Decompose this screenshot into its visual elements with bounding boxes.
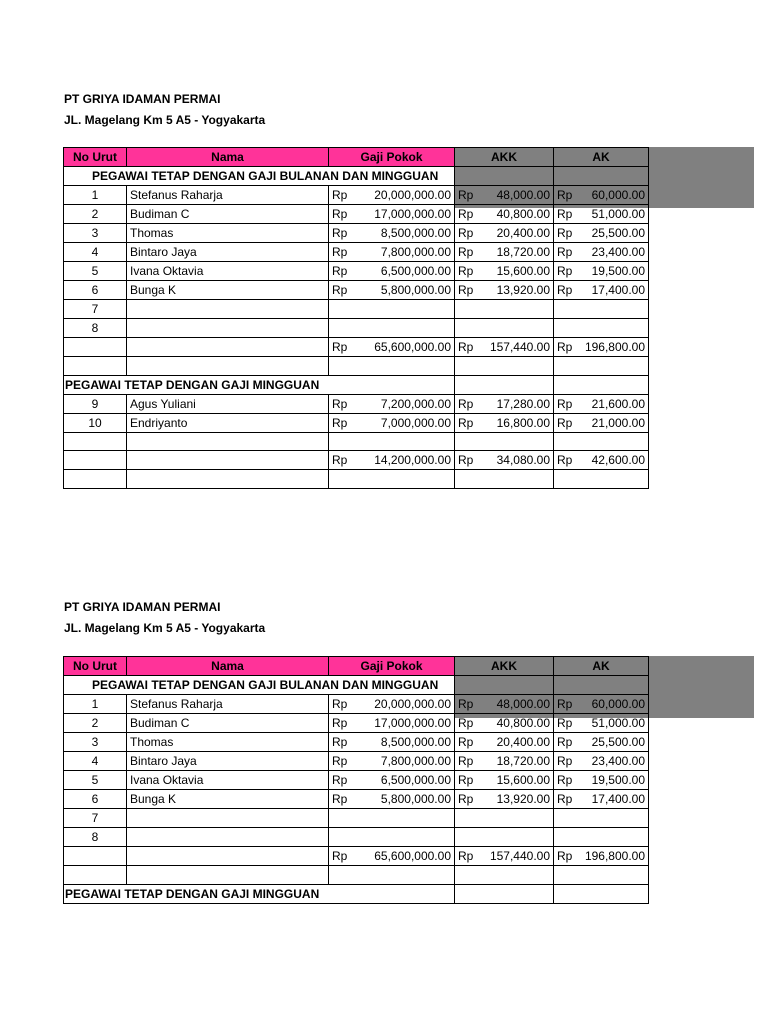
empty-row bbox=[64, 432, 649, 451]
table-row bbox=[64, 752, 649, 771]
currency: Rp bbox=[332, 697, 348, 711]
total-row bbox=[64, 847, 649, 866]
employee-name: Bintaro Jaya bbox=[127, 752, 329, 771]
gaji-value: 7,200,000.00 bbox=[380, 396, 451, 411]
company-address: JL. Magelang Km 5 A5 - Yogyakarta bbox=[64, 113, 266, 127]
currency: Rp bbox=[332, 188, 348, 202]
total-ak: 196,800.00 bbox=[584, 849, 645, 863]
section1-rows bbox=[64, 695, 649, 847]
header-gaji-pokok: Gaji Pokok bbox=[329, 148, 455, 167]
ak-value: 51,000.00 bbox=[591, 716, 645, 730]
currency: Rp bbox=[332, 849, 348, 863]
total-gaji: 14,200,000.00 bbox=[374, 453, 451, 467]
gaji-value: 20,000,000.00 bbox=[374, 188, 451, 202]
akk-value: 13,920.00 bbox=[496, 283, 550, 297]
ak-value: 23,400.00 bbox=[591, 245, 645, 259]
total-ak: 42,600.00 bbox=[591, 453, 645, 467]
row-number: 1 bbox=[64, 186, 127, 205]
currency: Rp bbox=[332, 226, 348, 240]
table-row bbox=[64, 809, 649, 828]
row-number: 3 bbox=[64, 224, 127, 243]
employee-name: Agus Yuliani bbox=[127, 394, 329, 413]
company-name: PT GRIYA IDAMAN PERMAI bbox=[64, 92, 221, 106]
akk-value: 48,000.00 bbox=[496, 188, 550, 202]
total-gaji: 65,600,000.00 bbox=[374, 340, 451, 354]
ak-value: 25,500.00 bbox=[591, 226, 645, 240]
currency: Rp bbox=[458, 226, 474, 240]
gaji-value: 5,800,000.00 bbox=[380, 792, 451, 806]
employee-name: Stefanus Raharja bbox=[127, 695, 329, 714]
employee-name: Endriyanto bbox=[127, 413, 329, 432]
currency: Rp bbox=[557, 207, 573, 221]
akk-value: 40,800.00 bbox=[496, 207, 550, 221]
currency: Rp bbox=[557, 226, 573, 240]
ak-value: 19,500.00 bbox=[591, 773, 645, 787]
currency: Rp bbox=[332, 754, 348, 768]
currency: Rp bbox=[332, 716, 348, 730]
ak-value: 17,400.00 bbox=[591, 283, 645, 297]
row-number: 5 bbox=[64, 771, 127, 790]
employee-name: Ivana Oktavia bbox=[127, 771, 329, 790]
employee-name bbox=[127, 828, 329, 847]
table-row bbox=[64, 300, 649, 319]
header-akk: AKK bbox=[455, 148, 554, 167]
akk-value: 15,600.00 bbox=[496, 264, 550, 278]
ak-value: 25,500.00 bbox=[591, 735, 645, 749]
akk-value: 20,400.00 bbox=[496, 735, 550, 749]
table-row bbox=[64, 714, 649, 733]
currency: Rp bbox=[458, 716, 474, 730]
row-number: 2 bbox=[64, 714, 127, 733]
currency: Rp bbox=[332, 735, 348, 749]
section-title: PEGAWAI TETAP DENGAN GAJI MINGGUAN bbox=[64, 375, 455, 394]
currency: Rp bbox=[557, 735, 573, 749]
currency: Rp bbox=[332, 415, 348, 430]
gaji-value: 6,500,000.00 bbox=[380, 264, 451, 278]
salary-table bbox=[63, 656, 649, 904]
table-header-row bbox=[64, 657, 649, 676]
currency: Rp bbox=[458, 396, 474, 411]
employee-name bbox=[127, 300, 329, 319]
section-title: PEGAWAI TETAP DENGAN GAJI MINGGUAN bbox=[64, 884, 455, 903]
currency: Rp bbox=[458, 264, 474, 278]
company-name: PT GRIYA IDAMAN PERMAI bbox=[64, 600, 221, 614]
gaji-value: 7,000,000.00 bbox=[380, 415, 451, 430]
total-row bbox=[64, 338, 649, 357]
table-row bbox=[64, 281, 649, 300]
currency: Rp bbox=[557, 340, 573, 354]
akk-value: 16,800.00 bbox=[496, 415, 550, 430]
akk-value: 18,720.00 bbox=[496, 754, 550, 768]
header-no-urut: No Urut bbox=[64, 657, 127, 676]
akk-value: 15,600.00 bbox=[496, 773, 550, 787]
total-akk: 157,440.00 bbox=[489, 340, 550, 354]
currency: Rp bbox=[557, 283, 573, 297]
table-row bbox=[64, 186, 649, 205]
header-no-urut: No Urut bbox=[64, 148, 127, 167]
employee-name bbox=[127, 319, 329, 338]
currency: Rp bbox=[458, 245, 474, 259]
table-row bbox=[64, 695, 649, 714]
table-row bbox=[64, 394, 649, 413]
section-title-row bbox=[64, 676, 649, 695]
header-ak: AK bbox=[554, 657, 649, 676]
currency: Rp bbox=[458, 697, 474, 711]
section1-rows bbox=[64, 186, 649, 338]
section-title: PEGAWAI TETAP DENGAN GAJI BULANAN DAN MINGGUAN bbox=[64, 676, 455, 695]
table-row bbox=[64, 319, 649, 338]
section2-rows bbox=[64, 394, 649, 432]
currency: Rp bbox=[332, 340, 348, 354]
currency: Rp bbox=[557, 188, 573, 202]
table-row bbox=[64, 790, 649, 809]
row-number: 10 bbox=[64, 413, 127, 432]
ak-value: 60,000.00 bbox=[591, 697, 645, 711]
total-akk: 157,440.00 bbox=[489, 849, 550, 863]
row-number: 6 bbox=[64, 790, 127, 809]
employee-name: Budiman C bbox=[127, 714, 329, 733]
gaji-value: 6,500,000.00 bbox=[380, 773, 451, 787]
row-number: 9 bbox=[64, 394, 127, 413]
table-row bbox=[64, 733, 649, 752]
currency: Rp bbox=[557, 849, 573, 863]
currency: Rp bbox=[458, 415, 474, 430]
currency: Rp bbox=[557, 754, 573, 768]
total-gaji: 65,600,000.00 bbox=[374, 849, 451, 863]
currency: Rp bbox=[557, 792, 573, 806]
currency: Rp bbox=[458, 773, 474, 787]
akk-value: 48,000.00 bbox=[496, 697, 550, 711]
currency: Rp bbox=[332, 245, 348, 259]
currency: Rp bbox=[458, 735, 474, 749]
currency: Rp bbox=[557, 264, 573, 278]
row-number: 3 bbox=[64, 733, 127, 752]
currency: Rp bbox=[332, 396, 348, 411]
gaji-value: 7,800,000.00 bbox=[380, 754, 451, 768]
row-number: 5 bbox=[64, 262, 127, 281]
table-row bbox=[64, 828, 649, 847]
currency: Rp bbox=[557, 773, 573, 787]
employee-name: Bintaro Jaya bbox=[127, 243, 329, 262]
table-row bbox=[64, 224, 649, 243]
table-row bbox=[64, 243, 649, 262]
table-row bbox=[64, 205, 649, 224]
employee-name: Bunga K bbox=[127, 281, 329, 300]
ak-value: 19,500.00 bbox=[591, 264, 645, 278]
empty-row bbox=[64, 470, 649, 489]
akk-value: 13,920.00 bbox=[496, 792, 550, 806]
gaji-value: 20,000,000.00 bbox=[374, 697, 451, 711]
table-row bbox=[64, 413, 649, 432]
employee-name: Thomas bbox=[127, 733, 329, 752]
ak-value: 51,000.00 bbox=[591, 207, 645, 221]
employee-name: Budiman C bbox=[127, 205, 329, 224]
row-number: 2 bbox=[64, 205, 127, 224]
employee-name: Thomas bbox=[127, 224, 329, 243]
akk-value: 18,720.00 bbox=[496, 245, 550, 259]
akk-value: 20,400.00 bbox=[496, 226, 550, 240]
currency: Rp bbox=[458, 754, 474, 768]
empty-row bbox=[64, 357, 649, 376]
currency: Rp bbox=[458, 207, 474, 221]
ak-value: 21,600.00 bbox=[591, 396, 645, 411]
row-number: 1 bbox=[64, 695, 127, 714]
employee-name bbox=[127, 809, 329, 828]
akk-value: 40,800.00 bbox=[496, 716, 550, 730]
gaji-value: 7,800,000.00 bbox=[380, 245, 451, 259]
row-number: 8 bbox=[64, 828, 127, 847]
table-header-row bbox=[64, 148, 649, 167]
ak-value: 60,000.00 bbox=[591, 188, 645, 202]
gaji-value: 17,000,000.00 bbox=[374, 207, 451, 221]
ak-value: 21,000.00 bbox=[591, 415, 645, 430]
currency: Rp bbox=[332, 283, 348, 297]
currency: Rp bbox=[458, 283, 474, 297]
currency: Rp bbox=[557, 396, 573, 411]
row-number: 7 bbox=[64, 300, 127, 319]
currency: Rp bbox=[557, 245, 573, 259]
currency: Rp bbox=[332, 792, 348, 806]
header-akk: AKK bbox=[455, 657, 554, 676]
akk-value: 17,280.00 bbox=[496, 396, 550, 411]
currency: Rp bbox=[332, 207, 348, 221]
currency: Rp bbox=[557, 716, 573, 730]
currency: Rp bbox=[458, 849, 474, 863]
currency: Rp bbox=[458, 792, 474, 806]
section-title-row bbox=[64, 375, 649, 394]
currency: Rp bbox=[557, 415, 573, 430]
company-address: JL. Magelang Km 5 A5 - Yogyakarta bbox=[64, 621, 266, 635]
currency: Rp bbox=[458, 453, 474, 467]
header-nama: Nama bbox=[127, 657, 329, 676]
row-number: 8 bbox=[64, 319, 127, 338]
gaji-value: 5,800,000.00 bbox=[380, 283, 451, 297]
row-number: 7 bbox=[64, 809, 127, 828]
employee-name: Stefanus Raharja bbox=[127, 186, 329, 205]
total-ak: 196,800.00 bbox=[584, 340, 645, 354]
gaji-value: 8,500,000.00 bbox=[380, 735, 451, 749]
currency: Rp bbox=[557, 453, 573, 467]
table-row bbox=[64, 262, 649, 281]
gaji-value: 17,000,000.00 bbox=[374, 716, 451, 730]
section-title: PEGAWAI TETAP DENGAN GAJI BULANAN DAN MINGGUAN bbox=[64, 167, 455, 186]
row-number: 4 bbox=[64, 243, 127, 262]
header-gaji-pokok: Gaji Pokok bbox=[329, 657, 455, 676]
header-nama: Nama bbox=[127, 148, 329, 167]
total-row bbox=[64, 451, 649, 470]
ak-value: 17,400.00 bbox=[591, 792, 645, 806]
total-akk: 34,080.00 bbox=[496, 453, 550, 467]
currency: Rp bbox=[557, 697, 573, 711]
header-ak: AK bbox=[554, 148, 649, 167]
section-title-row bbox=[64, 167, 649, 186]
empty-row bbox=[64, 866, 649, 885]
row-number: 6 bbox=[64, 281, 127, 300]
ak-value: 23,400.00 bbox=[591, 754, 645, 768]
employee-name: Ivana Oktavia bbox=[127, 262, 329, 281]
gaji-value: 8,500,000.00 bbox=[380, 226, 451, 240]
currency: Rp bbox=[458, 188, 474, 202]
section-title-row bbox=[64, 884, 649, 903]
currency: Rp bbox=[332, 264, 348, 278]
table-row bbox=[64, 771, 649, 790]
salary-table bbox=[63, 147, 649, 489]
currency: Rp bbox=[332, 773, 348, 787]
currency: Rp bbox=[458, 340, 474, 354]
currency: Rp bbox=[332, 453, 348, 467]
employee-name: Bunga K bbox=[127, 790, 329, 809]
row-number: 4 bbox=[64, 752, 127, 771]
